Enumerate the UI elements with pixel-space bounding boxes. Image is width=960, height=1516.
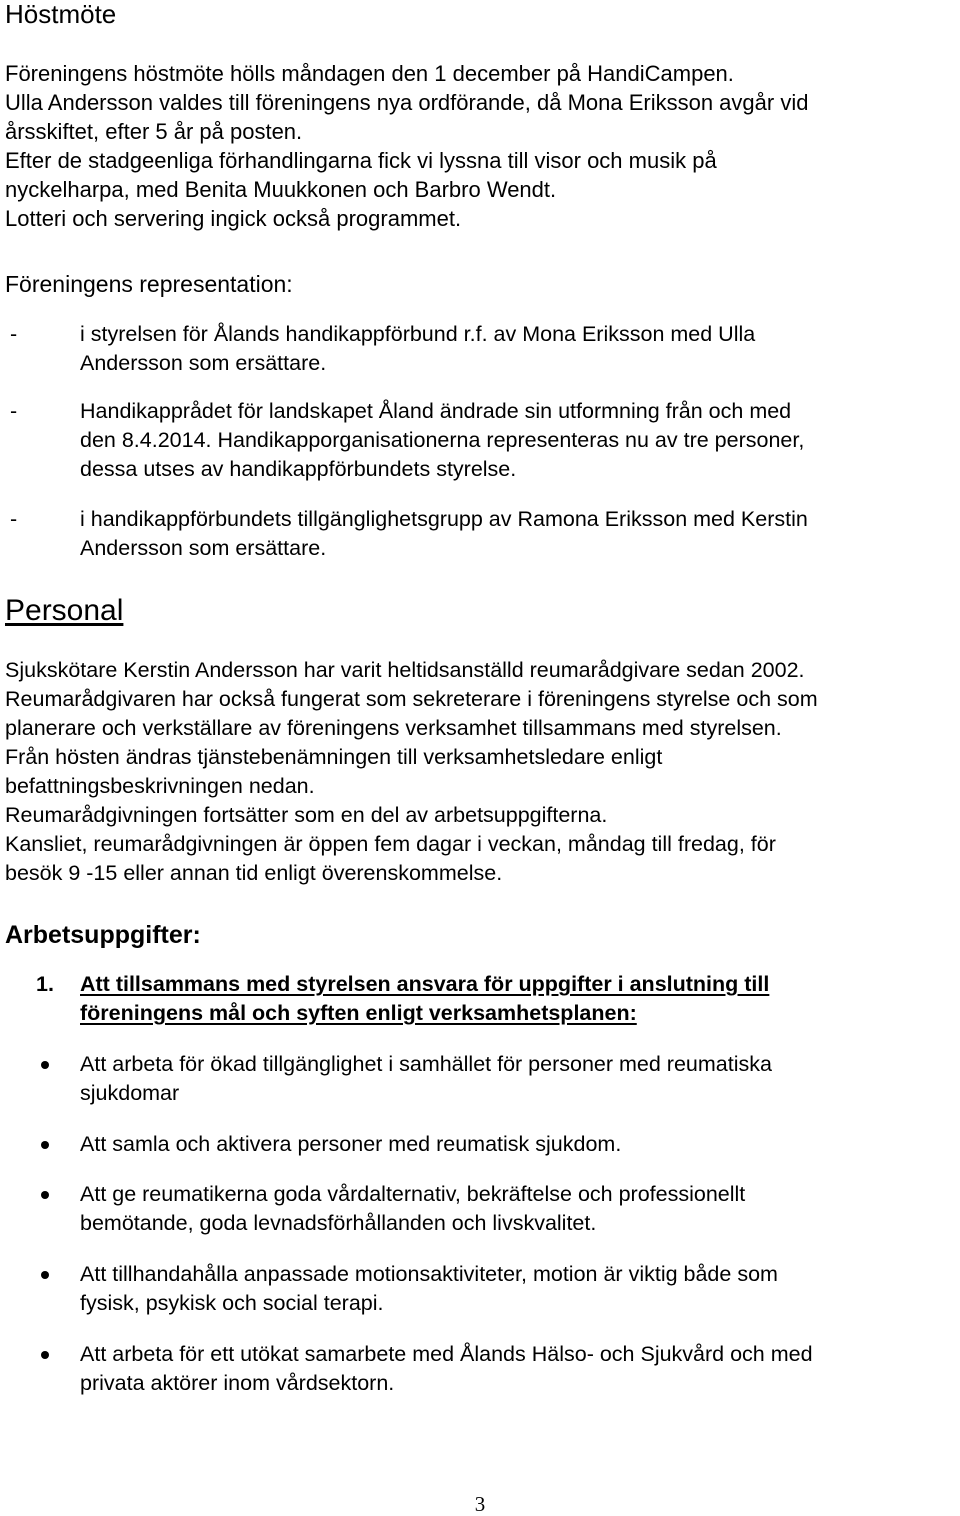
paragraph-line: Lotteri och servering ingick också programmet. xyxy=(5,206,462,231)
item-line: Att ge reumatikerna goda vårdalternativ, bekräftelse och professionellt xyxy=(80,1182,746,1206)
paragraph-line: nyckelharpa, med Benita Muukkonen och Barbro Wendt. xyxy=(5,177,557,202)
item-line: Andersson som ersättare. xyxy=(80,351,327,375)
item-line: dessa utses av handikappförbundets styrelse. xyxy=(80,457,517,481)
item-line: föreningens mål och syften enligt verksamhetsplanen: xyxy=(80,1001,637,1025)
dash-marker: - xyxy=(10,507,18,531)
paragraph-line: planerare och verkställare av föreningens verksamhet tillsammans med styrelsen. xyxy=(5,716,782,740)
item-line: Att tillhandahålla anpassade motionsaktiviteter, motion är viktig både som xyxy=(80,1262,778,1286)
dash-marker: - xyxy=(10,322,18,346)
item-line: Att arbeta för ett utökat samarbete med Ålands Hälso- och Sjukvård och med xyxy=(80,1342,813,1366)
representation-item-text xyxy=(80,397,804,484)
heading-personal: Personal xyxy=(5,594,124,627)
hostmote-paragraph xyxy=(5,59,808,233)
item-line: Att tillsammans med styrelsen ansvara för uppgifter i anslutning till xyxy=(80,972,770,996)
bullet-icon xyxy=(41,1141,49,1149)
item-line: fysisk, psykisk och social terapi. xyxy=(80,1291,384,1315)
representation-item-text xyxy=(80,505,808,563)
paragraph-line: Ulla Andersson valdes till föreningens nya ordförande, då Mona Eriksson avgår vid xyxy=(5,90,809,115)
paragraph-line: Reumarådgivningen fortsätter som en del av arbetsuppgifterna. xyxy=(5,803,608,827)
item-line: Att samla och aktivera personer med reumatisk sjukdom. xyxy=(80,1132,622,1156)
paragraph-line: besök 9 -15 eller annan tid enligt överenskommelse. xyxy=(5,861,503,885)
bullet-item-text xyxy=(80,1340,813,1398)
bullet-icon xyxy=(41,1351,49,1359)
bullet-item-text xyxy=(80,1130,621,1159)
bullet-icon xyxy=(41,1271,49,1279)
personal-paragraph xyxy=(5,656,818,888)
dash-marker: - xyxy=(10,399,18,423)
item-line: Andersson som ersättare. xyxy=(80,536,327,560)
page-number: 3 xyxy=(474,1492,486,1516)
item-line: sjukdomar xyxy=(80,1081,180,1105)
paragraph-line: befattningsbeskrivningen nedan. xyxy=(5,774,315,798)
paragraph-line: Från hösten ändras tjänstebenämningen till verksamhetsledare enligt xyxy=(5,745,663,769)
item-number: 1. xyxy=(36,972,54,996)
paragraph-line: Kansliet, reumarådgivningen är öppen fem dagar i veckan, måndag till fredag, för xyxy=(5,832,776,856)
item-line: i styrelsen för Ålands handikappförbund r.f. av Mona Eriksson med Ulla xyxy=(80,322,756,346)
paragraph-line: Sjukskötare Kerstin Andersson har varit heltidsanställd reumarådgivare sedan 2002. xyxy=(5,658,805,682)
paragraph-line: årsskiftet, efter 5 år på posten. xyxy=(5,119,303,144)
item-line: i handikappförbundets tillgänglighetsgrupp av Ramona Eriksson med Kerstin xyxy=(80,507,808,531)
paragraph-line: Reumarådgivaren har också fungerat som sekreterare i föreningens styrelse och som xyxy=(5,687,818,711)
bullet-icon xyxy=(41,1191,49,1199)
bullet-icon xyxy=(41,1061,49,1069)
paragraph-line: Efter de stadgeenliga förhandlingarna fick vi lyssna till visor och musik på xyxy=(5,148,717,173)
bullet-item-text xyxy=(80,1180,745,1238)
item-line: Att arbeta för ökad tillgänglighet i samhället för personer med reumatiska xyxy=(80,1052,772,1076)
heading-representation: Föreningens representation: xyxy=(5,271,293,297)
bullet-item-text xyxy=(80,1050,772,1108)
heading-arbetsuppgifter: Arbetsuppgifter: xyxy=(5,921,201,949)
item-line: den 8.4.2014. Handikapporganisationerna representeras nu av tre personer, xyxy=(80,428,805,452)
item-line: Handikapprådet för landskapet Åland ändrade sin utformning från och med xyxy=(80,399,792,423)
bullet-item-text xyxy=(80,1260,778,1318)
representation-item-text xyxy=(80,320,755,378)
numbered-item-text xyxy=(80,970,769,1028)
item-line: bemötande, goda levnadsförhållanden och livskvalitet. xyxy=(80,1211,597,1235)
item-line: privata aktörer inom vårdsektorn. xyxy=(80,1371,395,1395)
heading-hostmote: Höstmöte xyxy=(5,0,117,29)
paragraph-line: Föreningens höstmöte hölls måndagen den 1 december på HandiCampen. xyxy=(5,61,734,86)
